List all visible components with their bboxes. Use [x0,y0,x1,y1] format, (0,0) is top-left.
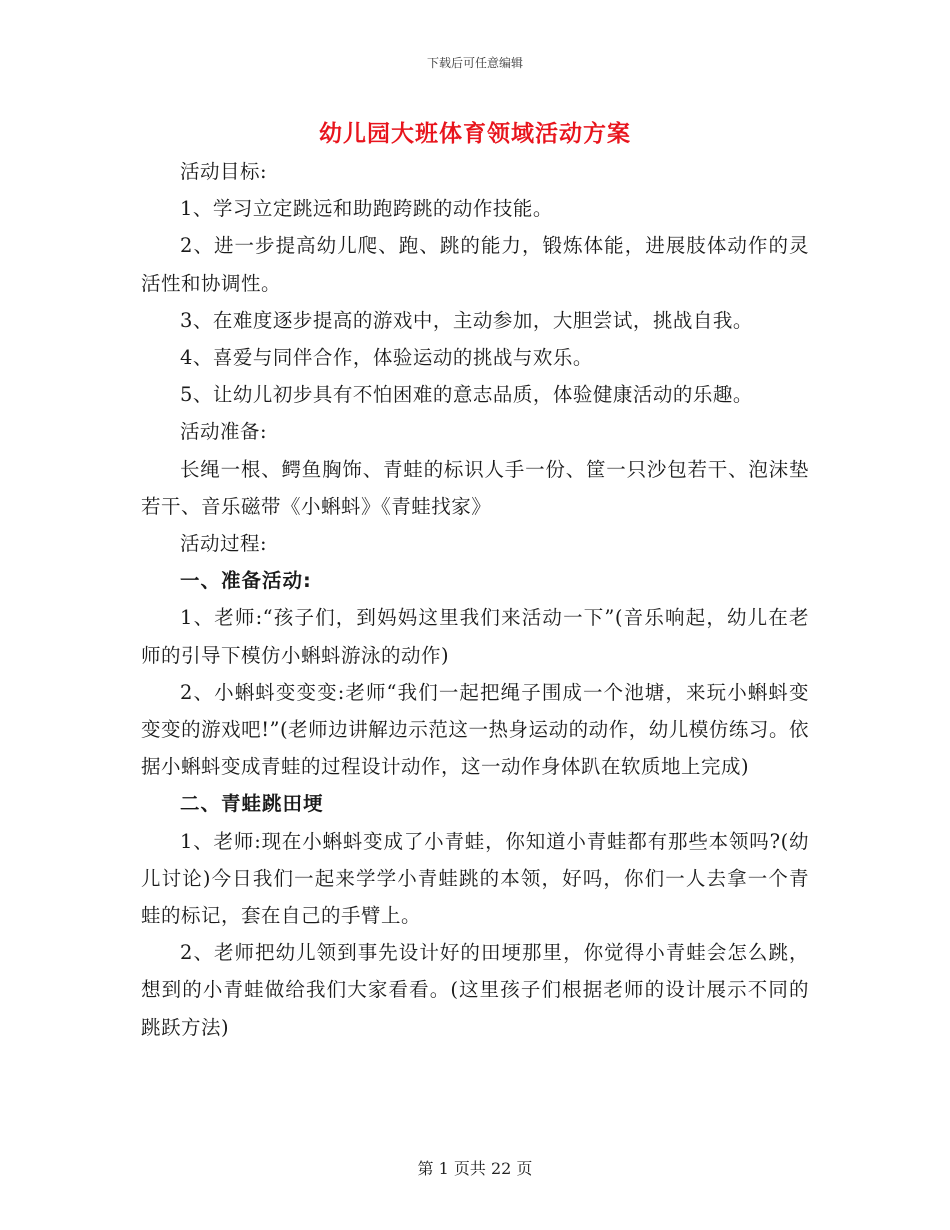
goal-item-4: 4、喜爱与同伴合作，体验运动的挑战与欢乐。 [180,346,593,370]
goal-item-1: 1、学习立定跳远和助跑跨跳的动作技能。 [180,197,553,221]
goal-item-5: 5、让幼儿初步具有不怕困难的意志品质，体验健康活动的乐趣。 [180,383,753,407]
heading-frog-jump: 二、青蛙跳田埂 [180,792,324,816]
section-label-process: 活动过程: [180,532,268,556]
frog-jump-step-1: 1、老师:现在小蝌蚪变成了小青蛙，你知道小青蛙都有那些本领吗?(幼儿讨论)今日我们一起来学学小青蛙跳的本领，好吗，你们一人去拿一个青蛙的标记，套在自己的手臂上。 [141,829,809,928]
warmup-step-2: 2、小蝌蚪变变变:老师“我们一起把绳子围成一个池塘，来玩小蝌蚪变变变的游戏吧!”(老师边讲解边示范这一热身运动的动作，幼儿模仿练习。依据小蝌蚪变成青蛙的过程设计动作，这一动作身体趴在软质地上完成) [141,680,809,779]
document-title: 幼儿园大班体育领域活动方案 [319,121,631,147]
frog-jump-step-2: 2、老师把幼儿领到事先设计好的田埂那里，你觉得小青蛙会怎么跳，想到的小青蛙做给我们大家看看。(这里孩子们根据老师的设计展示不同的跳跃方法) [141,941,809,1039]
goal-item-2: 2、进一步提高幼儿爬、跑、跳的能力，锻炼体能，进展肢体动作的灵活性和协调性。 [141,234,809,295]
header-note: 下载后可任意编辑 [426,56,523,70]
page-number: 第 1 页共 22 页 [417,1159,533,1178]
preparation-materials: 长绳一根、鳄鱼胸饰、青蛙的标识人手一份、筐一只沙包若干、泡沫垫若干、音乐磁带《小蝌蚪》《青蛙找家》 [141,457,809,518]
goal-item-3: 3、在难度逐步提高的游戏中，主动参加，大胆尝试，挑战自我。 [180,308,753,332]
document-body [141,153,809,1046]
warmup-step-1: 1、老师:“孩子们，到妈妈这里我们来活动一下”(音乐响起，幼儿在老师的引导下模仿小蝌蚪游泳的动作) [141,606,809,667]
heading-warmup: 一、准备活动: [180,569,312,593]
section-label-preparation: 活动准备: [180,420,268,444]
section-label-goals: 活动目标: [180,160,268,183]
